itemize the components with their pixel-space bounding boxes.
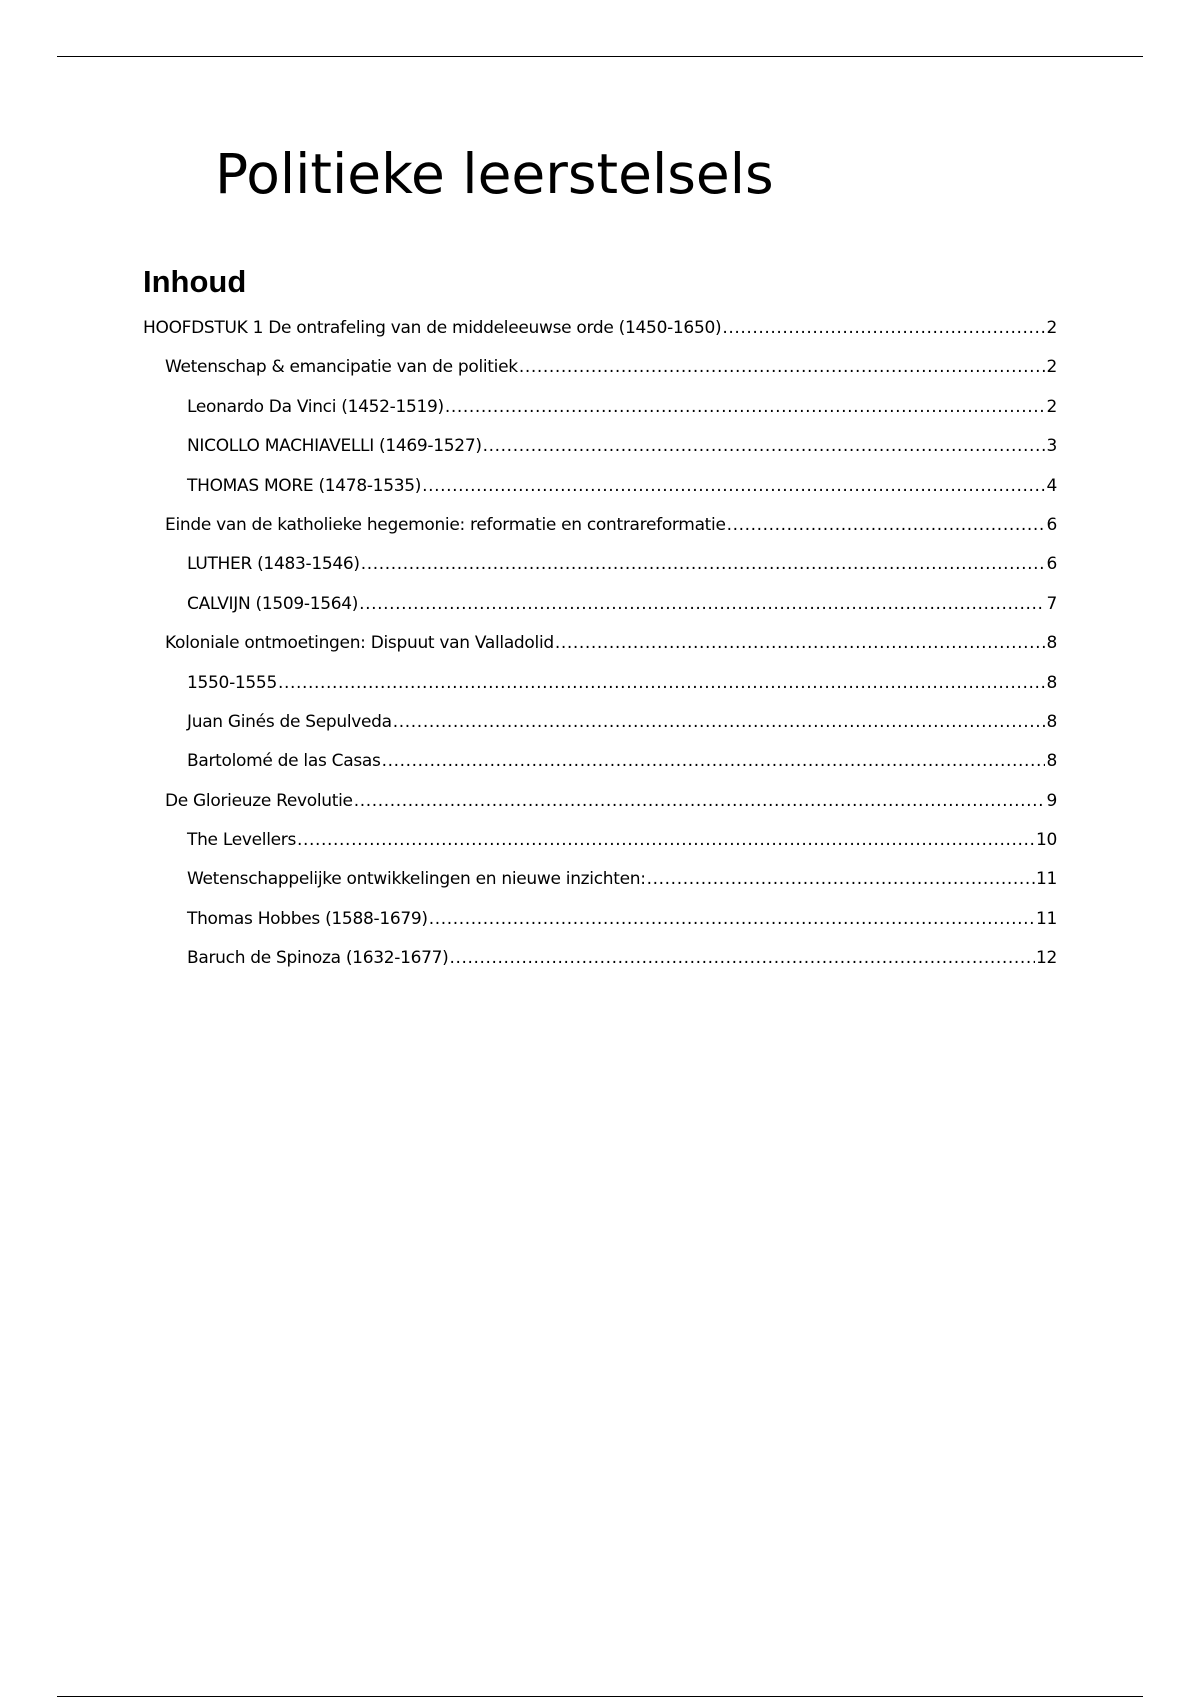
toc-entry-text: Leonardo Da Vinci (1452-1519) [187, 396, 444, 417]
toc-page-number: 8 [1046, 633, 1057, 654]
toc-dot-leader [278, 668, 1046, 698]
toc-entry[interactable] [143, 746, 1057, 785]
toc-page-number: 10 [1035, 830, 1057, 851]
toc-page-number: 8 [1046, 751, 1057, 772]
toc-dot-leader [647, 864, 1035, 894]
toc-page-number: 4 [1046, 475, 1057, 496]
toc-heading: Inhoud [143, 264, 247, 299]
toc-entry-text: HOOFDSTUK 1 De ontrafeling van de middeleeuwse orde (1450-1650) [143, 318, 722, 338]
toc-entry-text: LUTHER (1483-1546) [187, 554, 360, 575]
toc-entry[interactable] [143, 628, 1057, 667]
toc-page-number: 9 [1046, 790, 1057, 811]
toc-entry-text: Wetenschappelijke ontwikkelingen en nieuwe inzichten: [187, 869, 646, 890]
toc-entry-text: Baruch de Spinoza (1632-1677) [187, 948, 449, 969]
toc-dot-leader [361, 549, 1046, 579]
toc-entry-text: NICOLLO MACHIAVELLI (1469-1527) [187, 436, 482, 457]
toc-entry-text: Einde van de katholieke hegemonie: reformatie en contrareformatie [165, 514, 726, 535]
toc-page-number: 2 [1046, 396, 1057, 417]
toc-page-number: 11 [1035, 908, 1057, 929]
toc-dot-leader [297, 825, 1035, 855]
toc-entry-text: THOMAS MORE (1478-1535) [187, 475, 422, 496]
toc-entry[interactable] [143, 943, 1057, 982]
toc-dot-leader [483, 431, 1046, 461]
toc-entry[interactable] [143, 904, 1057, 943]
toc-dot-leader [382, 746, 1046, 776]
toc-entry[interactable] [143, 313, 1057, 352]
toc-entry[interactable] [143, 668, 1057, 707]
toc-dot-leader [727, 510, 1046, 540]
toc-dot-leader [555, 628, 1046, 658]
footer-rule [57, 1696, 1143, 1697]
toc-entry[interactable] [143, 707, 1057, 746]
toc-entry[interactable] [143, 864, 1057, 903]
toc-page-number: 12 [1035, 948, 1057, 969]
toc-entry-text: Thomas Hobbes (1588-1679) [187, 908, 428, 929]
toc-dot-leader [449, 943, 1034, 973]
toc-entry-text: CALVIJN (1509-1564) [187, 593, 359, 614]
toc-entry[interactable] [143, 825, 1057, 864]
document-title: Politieke leerstelsels [215, 142, 774, 206]
toc-entry[interactable] [143, 431, 1057, 470]
toc-dot-leader [393, 707, 1046, 737]
toc-page-number: 3 [1046, 436, 1057, 457]
toc-dot-leader [354, 786, 1046, 816]
toc-entry[interactable] [143, 549, 1057, 588]
toc-dot-leader [445, 392, 1046, 422]
toc-entry-text: Wetenschap & emancipatie van de politiek [165, 357, 518, 378]
toc-entry-text: The Levellers [187, 830, 297, 851]
table-of-contents [143, 313, 1057, 983]
toc-entry-text: Juan Ginés de Sepulveda [187, 711, 392, 732]
toc-entry[interactable] [143, 471, 1057, 510]
toc-page-number: 2 [1046, 357, 1057, 378]
toc-page-number: 6 [1046, 514, 1057, 535]
toc-dot-leader [722, 313, 1045, 343]
toc-entry-text: 1550-1555 [187, 672, 277, 693]
toc-page-number: 6 [1046, 554, 1057, 575]
toc-entry-text: Koloniale ontmoetingen: Dispuut van Valladolid [165, 633, 554, 654]
toc-entry-text: Bartolomé de las Casas [187, 751, 381, 772]
toc-dot-leader [429, 904, 1035, 934]
toc-page-number: 11 [1035, 869, 1057, 890]
toc-dot-leader [359, 589, 1045, 619]
toc-page-number: 8 [1046, 672, 1057, 693]
toc-dot-leader [422, 471, 1045, 501]
toc-entry[interactable] [143, 392, 1057, 431]
toc-page-number: 2 [1046, 318, 1057, 338]
toc-page-number: 8 [1046, 711, 1057, 732]
header-rule [57, 56, 1143, 57]
toc-entry[interactable] [143, 589, 1057, 628]
toc-entry-text: De Glorieuze Revolutie [165, 790, 353, 811]
toc-entry[interactable] [143, 510, 1057, 549]
toc-entry[interactable] [143, 786, 1057, 825]
toc-page-number: 7 [1046, 593, 1057, 614]
toc-dot-leader [519, 352, 1046, 382]
toc-entry[interactable] [143, 352, 1057, 391]
